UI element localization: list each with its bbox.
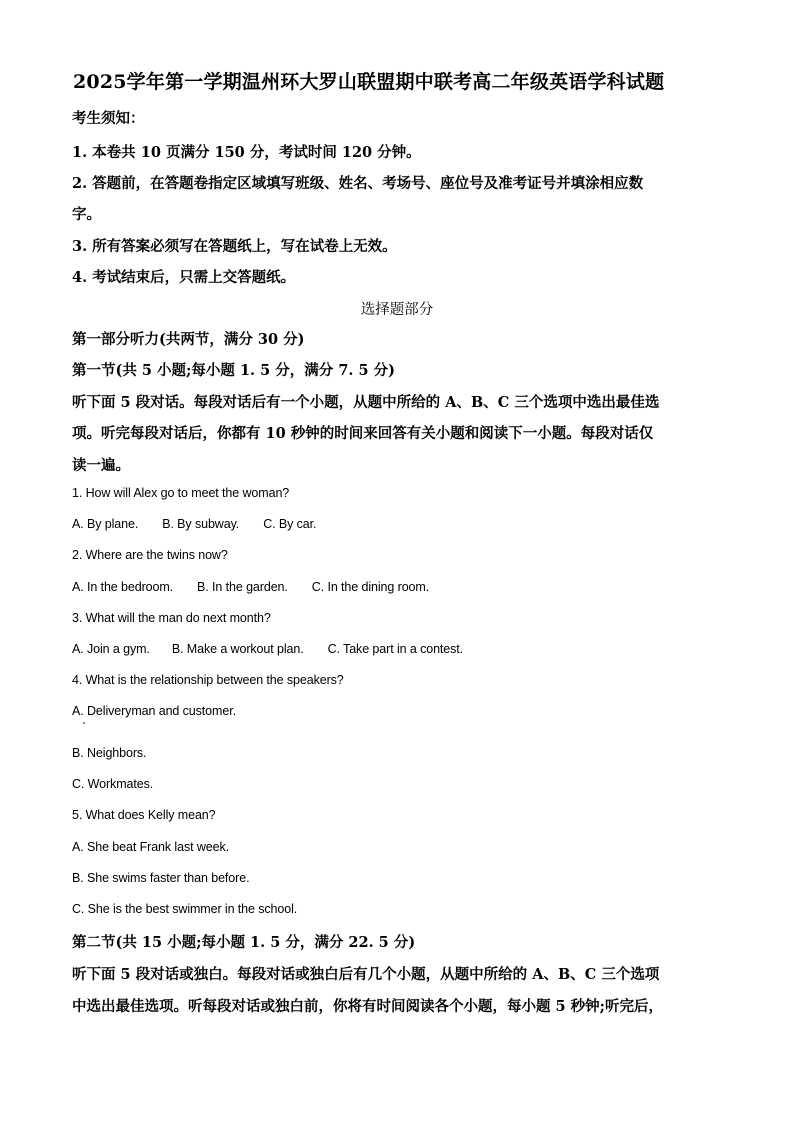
- stray-dot-mark: [83, 722, 85, 724]
- notice-item-2-cont: 字。: [72, 206, 101, 223]
- exam-title: 2025学年第一学期温州环大罗山联盟期中联考高二年级英语学科试题: [73, 71, 665, 93]
- q1-option-b[interactable]: B. By subway.: [162, 517, 240, 531]
- q3-option-c[interactable]: C. Take part in a contest.: [327, 642, 464, 656]
- notice-item-1: 1. 本卷共 10 页满分 150 分，考试时间 120 分钟。: [72, 144, 421, 161]
- q5-option-c[interactable]: C. She is the best swimmer in the school.: [72, 902, 298, 916]
- section-title: 选择题部分: [360, 302, 434, 318]
- q3-option-b[interactable]: B. Make a workout plan.: [171, 642, 304, 656]
- section1-instruction-line-3: 读一遍。: [72, 457, 130, 474]
- section1-instruction-line-2: 项。听完每段对话后，你都有 10 秒钟的时间来回答有关小题和阅读下一小题。每段对话仅: [72, 425, 654, 442]
- q4-option-a[interactable]: A. Deliveryman and customer.: [72, 704, 236, 718]
- question-3-options: [72, 642, 463, 656]
- q5-option-a[interactable]: A. She beat Frank last week.: [72, 840, 230, 854]
- q2-option-b[interactable]: B. In the garden.: [197, 580, 288, 594]
- section1-instruction-line-1: 听下面 5 段对话。每段对话后有一个小题，从题中所给的 A、B、C 三个选项中选出最佳选: [72, 394, 660, 411]
- question-2-options: [72, 580, 429, 594]
- section2-instruction-line-2: 中选出最佳选项。听每段对话或独白前，你将有时间阅读各个小题，每小题 5 秒钟;听完后，: [72, 998, 664, 1015]
- question-1-options: [72, 517, 316, 531]
- notice-item-3: 3. 所有答案必须写在答题纸上，写在试卷上无效。: [72, 238, 397, 255]
- part1-section2-heading: 第二节(共 15 小题;每小题 1. 5 分，满分 22. 5 分): [72, 934, 416, 951]
- question-3: 3. What will the man do next month?: [72, 611, 271, 625]
- q4-option-b[interactable]: B. Neighbors.: [72, 746, 147, 760]
- q2-option-c[interactable]: C. In the dining room.: [311, 580, 430, 594]
- q2-option-a[interactable]: A. In the bedroom.: [72, 580, 174, 594]
- section2-instruction-line-1: 听下面 5 段对话或独白。每段对话或独白后有几个小题，从题中所给的 A、B、C 三个选项: [72, 966, 660, 983]
- question-2: 2. Where are the twins now?: [72, 548, 228, 562]
- notice-item-2: 2. 答题前，在答题卷指定区域填写班级、姓名、考场号、座位号及准考证号并填涂相应数: [72, 175, 644, 192]
- q3-option-a[interactable]: A. Join a gym.: [72, 642, 150, 656]
- notice-heading: 考生须知：: [72, 110, 145, 127]
- notice-item-4: 4. 考试结束后，只需上交答题纸。: [72, 269, 296, 286]
- part1-heading: 第一部分听力(共两节，满分 30 分): [72, 331, 305, 348]
- part1-section1-heading: 第一节(共 5 小题;每小题 1. 5 分，满分 7. 5 分): [72, 362, 395, 379]
- q1-option-c[interactable]: C. By car.: [263, 517, 317, 531]
- question-4: 4. What is the relationship between the speakers?: [72, 673, 344, 687]
- question-5: 5. What does Kelly mean?: [72, 808, 216, 822]
- question-1: 1. How will Alex go to meet the woman?: [72, 486, 290, 500]
- q5-option-b[interactable]: B. She swims faster than before.: [72, 871, 250, 885]
- q4-option-c[interactable]: C. Workmates.: [72, 777, 154, 791]
- q1-option-a[interactable]: A. By plane.: [72, 517, 139, 531]
